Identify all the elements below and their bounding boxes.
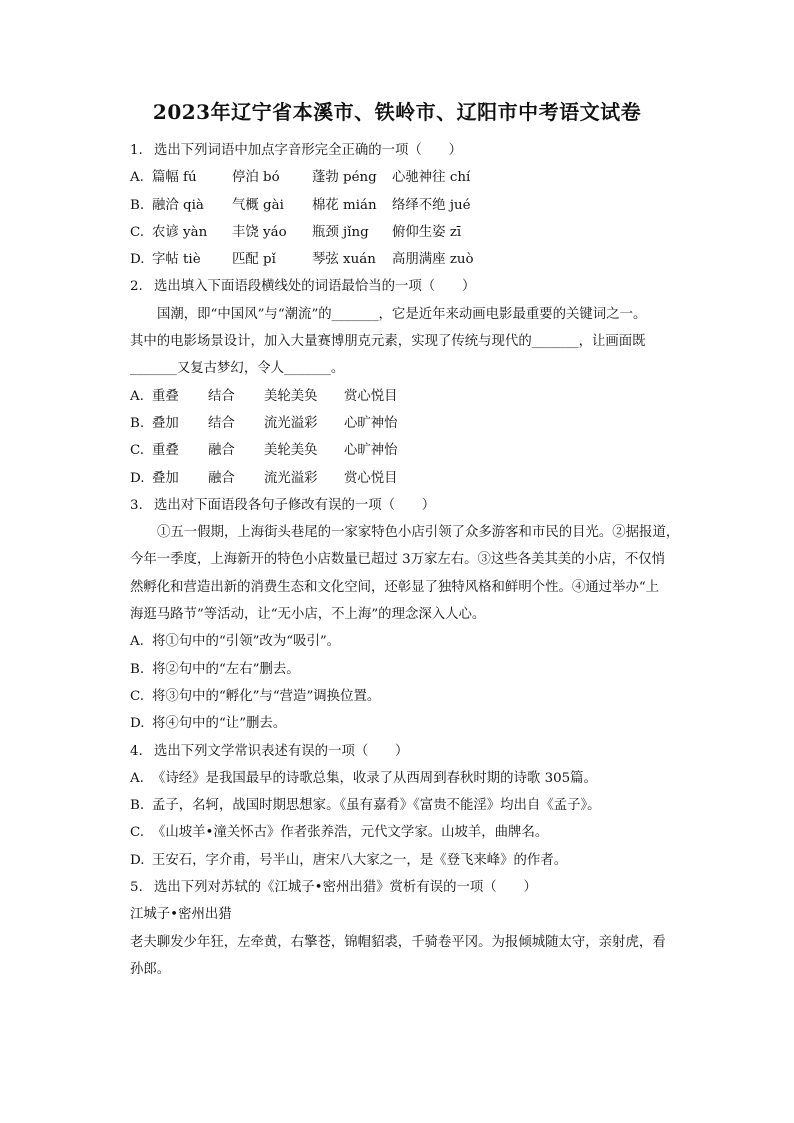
question-4-option-d: D. 王安石，字介甫，号半山，唐宋八大家之一，是《登飞来峰》的作者。 [130,852,568,868]
question-3-passage-line: ①五一假期，上海街头巷尾的一家家特色小店引领了众多游客和市民的目光。②据报道， [157,525,680,541]
question-3-option-b: B. 将②句中的“左右”删去。 [130,661,300,677]
question-3-passage-line: 海逛马路节”等活动，让“无小店，不上海”的理念深入人心。 [130,607,486,623]
question-3-passage-line: 然孵化和营造出新的消费生态和文化空间，还彰显了独特风格和鲜明个性。④通过举办“上 [130,579,660,595]
question-number: 2. [130,279,143,295]
poem-line: 老夫聊发少年狂，左牵黄，右擎苍，锦帽貂裘，千骑卷平冈。为报倾城随太守，亲射虎，看 [130,934,666,950]
question-2-option-b: B. 叠加 结合 流光溢彩 心旷神怡 [130,415,398,431]
question-text: 选出填入下面语段横线处的词语最恰当的一项（ ） [154,279,476,295]
question-3-passage-line: 今年一季度，上海新开的特色小店数量已超过 3万家左右。③这些各美其美的小店，不仅悄 [130,552,666,568]
question-4-option-b: B. 孟子，名轲，战国时期思想家。《虽有嘉肴》《富贵不能淫》均出自《孟子》。 [130,798,601,814]
exam-content [130,137,700,983]
question-1-option-a: A. 篇幅 fú 停泊 bó 蓬勃 péng 心驰神往 chí [130,170,471,186]
poem-title: 江城子•密州出猎 [130,907,232,923]
poem-line: 孙郎。 [130,961,171,977]
question-1-stem [130,137,700,164]
question-2-option-c: C. 重叠 融合 美轮美奂 心旷神怡 [130,443,398,459]
question-number: 5. [130,880,143,896]
question-2-passage-line: _______又复古梦幻，令人_______。 [130,361,345,377]
question-1-option-d: D. 字帖 tiè 匹配 pǐ 琴弦 xuán 高朋满座 zuò [130,252,474,268]
question-1-option-c: C. 农谚 yàn 丰饶 yáo 瓶颈 jǐng 俯仰生姿 zī [130,224,462,240]
question-2-option-a: A. 重叠 结合 美轮美奂 赏心悦目 [130,388,398,404]
question-3-option-a: A. 将①句中的“引领”改为“吸引”。 [130,634,341,650]
question-2-passage-line: 国潮，即“中国风”与“潮流”的_______，它是近年来动画电影最重要的关键词之一。 [157,306,647,322]
question-text: 选出下列对苏轼的《江城子•密州出猎》赏析有误的一项（ ） [154,880,537,896]
question-5-stem [130,874,700,901]
question-2-option-d: D. 叠加 融合 流光溢彩 赏心悦目 [130,470,398,486]
question-3-stem [130,492,700,519]
question-4-option-c: C. 《山坡羊•潼关怀古》作者张养浩，元代文学家。山坡羊，曲牌名。 [130,825,549,841]
question-number: 4. [130,743,143,759]
question-2-stem [130,273,700,300]
question-4-stem [130,738,700,765]
question-text: 选出下列文学常识表述有误的一项（ ） [154,743,409,759]
question-1-option-b: B. 融洽 qià 气概 gài 棉花 mián 络绎不绝 jué [130,197,471,213]
exam-title: 2023年辽宁省本溪市、铁岭市、辽阳市中考语文试卷 [152,100,642,124]
question-3-option-d: D. 将④句中的“让”删去。 [130,716,287,732]
question-2-passage-line: 其中的电影场景设计，加入大量赛博朋克元素，实现了传统与现代的_______，让画面既 [130,334,646,350]
question-4-option-a: A. 《诗经》是我国最早的诗歌总集，收录了从西周到春秋时期的诗歌 305篇。 [130,770,597,786]
question-number: 3. [130,497,143,513]
question-number: 1. [130,143,143,158]
question-text: 选出对下面语段各句子修改有误的一项（ ） [154,497,436,513]
question-text: 选出下列词语中加点字音形完全正确的一项（ ） [154,143,462,158]
question-3-option-c: C. 将③句中的“孵化”与“营造”调换位置。 [130,688,381,704]
